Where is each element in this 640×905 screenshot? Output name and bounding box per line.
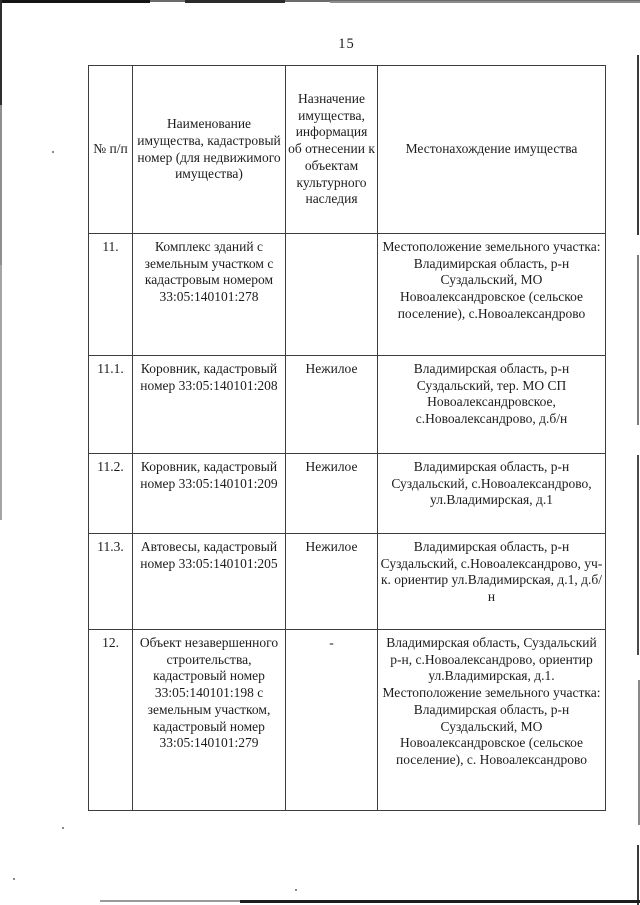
table-row <box>89 534 606 630</box>
scan-artifact-bottom-edge-light <box>100 900 240 902</box>
scan-artifact-bottom-edge-dark <box>240 900 640 903</box>
cell-location: Владимирская область, р-н Суздальский, тер. МО СП Новоалександровское, с.Новоалександрово, д.б/н <box>378 356 606 454</box>
cell-name: Коровник, кадастровый номер 33:05:140101:209 <box>133 454 286 534</box>
header-purpose: Назначение имущества, информация об отнесении к объектам культурного наследия <box>286 66 378 234</box>
scan-artifact-top-edge-mid <box>185 0 285 3</box>
table-row <box>89 630 606 811</box>
scan-artifact-top-edge <box>0 0 640 2</box>
scan-artifact-right-edge-3 <box>637 455 639 655</box>
cell-location: Местоположение земельного участка: Владимирская область, р-н Суздальский, МО Новоалександровское (сельское поселение), с.Новоалександрово <box>378 234 606 356</box>
table-row <box>89 356 606 454</box>
scan-speck <box>295 889 297 891</box>
cell-num: 11.2. <box>89 454 133 534</box>
cell-purpose: - <box>286 630 378 811</box>
cell-location: Владимирская область, р-н Суздальский, с.Новоалександрово, ул.Владимирская, д.1 <box>378 454 606 534</box>
cell-num: 12. <box>89 630 133 811</box>
scan-artifact-left-edge-mid <box>0 105 2 265</box>
cell-purpose: Нежилое <box>286 454 378 534</box>
scan-artifact-left-edge-light <box>0 265 2 520</box>
cell-name: Комплекс зданий с земельным участком с кадастровым номером 33:05:140101:278 <box>133 234 286 356</box>
table-header-row <box>89 66 606 234</box>
scan-artifact-right-edge-2 <box>637 255 639 425</box>
cell-name: Коровник, кадастровый номер 33:05:140101:208 <box>133 356 286 454</box>
scan-artifact-right-edge-5 <box>637 845 639 905</box>
cell-location: Владимирская область, р-н Суздальский, с.Новоалександрово, уч-к. ориентир ул.Владимирская, д.1, д.б/н <box>378 534 606 630</box>
header-location: Местонахождение имущества <box>378 66 606 234</box>
cell-purpose <box>286 234 378 356</box>
scan-speck <box>13 878 15 880</box>
cell-name: Автовесы, кадастровый номер 33:05:140101:205 <box>133 534 286 630</box>
header-name: Наименование имущества, кадастровый номер (для недвижимого имущества) <box>133 66 286 234</box>
scan-speck <box>52 151 54 153</box>
scan-artifact-top-edge-right <box>330 1 640 3</box>
table-row <box>89 234 606 356</box>
cell-num: 11.3. <box>89 534 133 630</box>
cell-purpose: Нежилое <box>286 534 378 630</box>
cell-purpose: Нежилое <box>286 356 378 454</box>
cell-num: 11. <box>89 234 133 356</box>
header-num: № п/п <box>89 66 133 234</box>
scan-artifact-right-edge-1 <box>637 55 639 235</box>
property-table <box>88 65 606 811</box>
cell-location: Владимирская область, Суздальский р-н, с.Новоалександрово, ориентир ул.Владимирская, д.1. Местоположение земельного участка: Владимирская область, р-н Суздальский, МО Новоалександровское (сельское поселение), с. Новоалександрово <box>378 630 606 811</box>
scan-artifact-left-edge-dark <box>0 0 2 105</box>
scan-artifact-top-edge-dark <box>0 0 150 3</box>
scan-speck <box>62 827 64 829</box>
cell-num: 11.1. <box>89 356 133 454</box>
cell-name: Объект незавершенного строительства, кадастровый номер 33:05:140101:198 с земельным участком, кадастровый номер 33:05:140101:279 <box>133 630 286 811</box>
table-row <box>89 454 606 534</box>
page-number: 15 <box>338 36 355 52</box>
